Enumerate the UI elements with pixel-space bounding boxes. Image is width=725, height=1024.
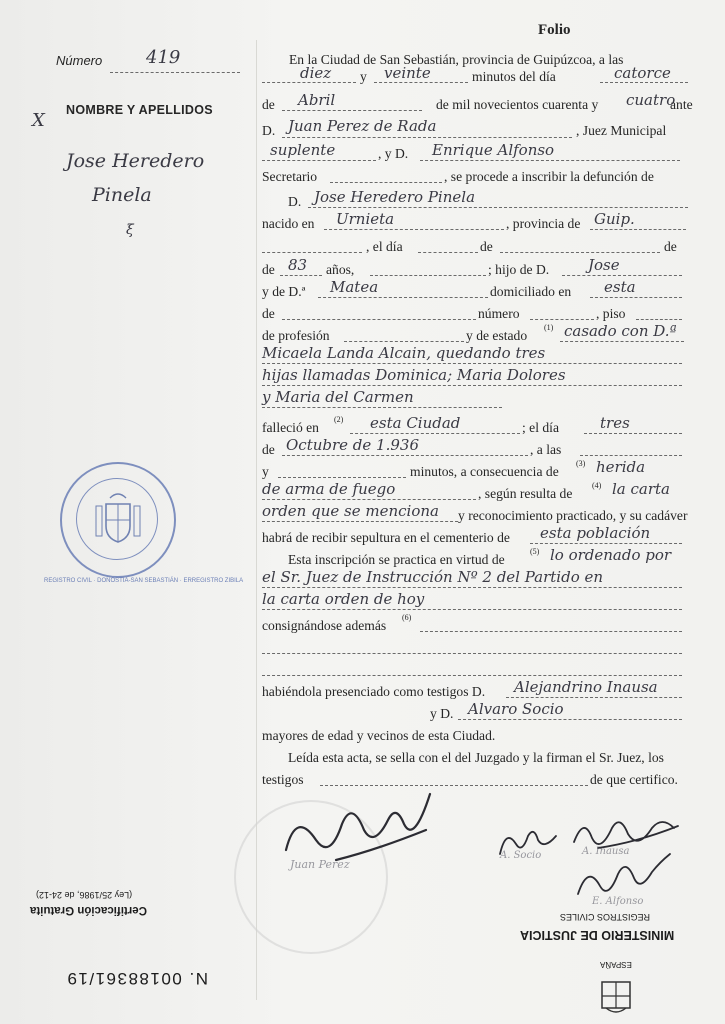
consigna-rule-3 xyxy=(262,675,682,676)
hw-dia-fallecio: tres xyxy=(600,414,630,432)
line12-rule-c xyxy=(636,319,682,320)
hw-padre: Jose xyxy=(588,256,620,274)
form-line-23a: y D. xyxy=(430,706,454,721)
folio-label: Folio xyxy=(538,22,571,38)
form-line-6a: Secretario xyxy=(262,169,318,184)
note-4: (4) xyxy=(592,481,602,490)
form-line-21a: consignándose además xyxy=(262,618,387,633)
note-5: (5) xyxy=(530,547,540,556)
estado-rule-4 xyxy=(262,407,502,408)
line12-rule-b xyxy=(530,319,594,320)
form-line-16a: y xyxy=(262,464,269,479)
line3-rule-a xyxy=(282,110,422,111)
form-line-9a: , el día xyxy=(366,239,403,254)
hw-mes: Abril xyxy=(298,91,336,109)
hw-minutos: veinte xyxy=(384,64,431,82)
cert-gratuita-title: Certificación Gratuita xyxy=(30,904,147,916)
nombre-heading: NOMBRE Y APELLIDOS xyxy=(66,103,213,117)
consigna-rule-1 xyxy=(420,631,682,632)
segun-rule-2 xyxy=(262,521,458,522)
form-line-22a: habiéndola presenciado como testigos D. xyxy=(262,684,486,699)
line14-rule-b xyxy=(584,433,682,434)
testigos-rule xyxy=(320,785,588,786)
form-line-10a: de xyxy=(262,262,275,277)
line2-rule-a xyxy=(262,82,356,83)
hw-suplente: suplente xyxy=(270,141,336,159)
form-line-14b: ; el día xyxy=(522,420,559,435)
form-line-14a: falleció en xyxy=(262,420,319,435)
hw-fecha-fallecio: Octubre de 1.936 xyxy=(286,436,419,454)
signature-testigo-1-text: A. Socio xyxy=(500,850,542,861)
line15-rule-a xyxy=(282,455,528,456)
line10-rule-a xyxy=(280,275,322,276)
hw-causa-2: de arma de fuego xyxy=(262,480,396,498)
nombre-mark: ξ xyxy=(126,222,134,238)
form-line-12b: número xyxy=(478,306,520,321)
line12-rule-a xyxy=(282,319,476,320)
line16-rule-a xyxy=(278,477,406,478)
margin-mark: X xyxy=(32,110,45,131)
form-line-8b: , provincia de xyxy=(506,216,581,231)
ministerio-label: MINISTERIO DE JUSTICIA xyxy=(520,928,675,942)
form-line-17a: , según resulta de xyxy=(478,486,573,501)
form-line-9b: de xyxy=(480,239,493,254)
form-line-10c: ; hijo de D. xyxy=(488,262,550,277)
form-line-4a: D. xyxy=(262,123,276,138)
signature-secretario-text: E. Alfonso xyxy=(592,896,644,907)
form-line-1: En la Ciudad de San Sebastián, provincia de Guipúzcoa, a las xyxy=(289,52,624,67)
hw-virtud-1: lo ordenado por xyxy=(550,546,672,564)
hw-domicilio: esta xyxy=(604,278,636,296)
signature-testigo-2-text: A. Inausa xyxy=(582,846,630,857)
form-line-25a: Leída esta acta, se sella con el del Juzgado y la firman el Sr. Juez, los xyxy=(288,750,664,765)
note-2: (2) xyxy=(334,415,344,424)
line4-rule xyxy=(282,137,572,138)
note-1: (1) xyxy=(544,323,554,332)
nombre-line-2: Pinela xyxy=(92,184,152,206)
note-6: (6) xyxy=(402,613,412,622)
line7-rule xyxy=(308,207,688,208)
form-line-13a: de profesión xyxy=(262,328,330,343)
form-line-3a: de xyxy=(262,97,275,112)
hw-testigo-1: Alejandrino Inausa xyxy=(514,678,658,696)
form-line-5a: , y D. xyxy=(378,146,409,161)
hw-secretario: Enrique Alfonso xyxy=(432,141,555,159)
hw-provincia: Guip. xyxy=(594,210,635,228)
line10-rule-b xyxy=(370,275,486,276)
form-line-15b: , a las xyxy=(530,442,562,457)
form-line-18a: y reconocimiento practicado, y su cadáver xyxy=(458,508,688,523)
hw-estado-1: casado con D.ª xyxy=(564,322,677,340)
form-line-2a: y xyxy=(360,69,367,84)
line9-rule-c xyxy=(500,252,660,253)
line9-rule-b xyxy=(418,252,478,253)
hw-edad: 83 xyxy=(288,256,308,274)
espana-label: ESPAÑA xyxy=(600,960,632,969)
line8-rule-a xyxy=(324,229,504,230)
line14-rule-a xyxy=(350,433,520,434)
coat-of-arms-icon xyxy=(62,464,174,576)
numero-value: 419 xyxy=(146,47,181,68)
hw-testigo-2: Alvaro Socio xyxy=(468,700,564,718)
hw-cementerio: esta población xyxy=(540,524,651,542)
line2-rule-b xyxy=(374,82,468,83)
numero-line xyxy=(110,72,240,73)
testigo2-rule xyxy=(458,719,682,720)
form-line-11b: domiciliado en xyxy=(490,284,572,299)
hw-segun-2: orden que se menciona xyxy=(262,502,439,520)
cert-gratuita-law: (Ley 25/1986, de 24-12) xyxy=(36,890,133,900)
form-line-4b: , Juez Municipal xyxy=(576,123,667,138)
hw-madre: Matea xyxy=(330,278,379,296)
form-line-16b: minutos, a consecuencia de xyxy=(410,464,559,479)
hw-virtud-2: el Sr. Juez de Instrucción Nº 2 del Partido en xyxy=(262,568,604,586)
line6-rule xyxy=(330,182,442,183)
testigo1-rule xyxy=(506,697,682,698)
hw-estado-3: hijas llamadas Dominica; Maria Dolores xyxy=(262,366,566,384)
hw-dia: catorce xyxy=(614,64,671,82)
line19-rule xyxy=(530,543,682,544)
form-line-8a: nacido en xyxy=(262,216,315,231)
registros-label: REGISTROS CIVILES xyxy=(560,912,651,922)
form-line-26a: testigos xyxy=(262,772,304,787)
hw-virtud-3: la carta orden de hoy xyxy=(262,590,425,608)
line8-rule-b xyxy=(590,229,686,230)
form-line-12c: , piso xyxy=(596,306,626,321)
line10-rule-c xyxy=(562,275,682,276)
form-line-3c: ante xyxy=(670,97,693,112)
form-line-10b: años, xyxy=(326,262,355,277)
form-line-13b: y de estado xyxy=(466,328,528,343)
form-line-24a: mayores de edad y vecinos de esta Ciudad. xyxy=(262,728,496,743)
form-line-2b: minutos del día xyxy=(472,69,556,84)
line15-rule-b xyxy=(580,455,682,456)
form-line-12a: de xyxy=(262,306,275,321)
form-line-19a: habrá de recibir sepultura en el cementerio de xyxy=(262,530,510,545)
form-line-26b: de que certifico. xyxy=(590,772,678,787)
numero-label: Número xyxy=(56,53,103,68)
form-line-9c: de xyxy=(664,239,677,254)
causa-rule-2 xyxy=(262,499,476,500)
line2-rule-c xyxy=(600,82,688,83)
line13-rule-b xyxy=(560,341,684,342)
signature-juez-text: Juan Perez xyxy=(290,858,350,871)
form-line-6b: , se procede a inscribir la defunción de xyxy=(444,169,654,184)
serial-number: N. 00188361/19 xyxy=(66,969,208,988)
ministry-emblem-icon xyxy=(596,976,636,1016)
line5-rule-a xyxy=(262,160,376,161)
form-line-7a: D. xyxy=(288,194,302,209)
hw-estado-4: y Maria del Carmen xyxy=(262,388,414,406)
hw-segun-1: la carta xyxy=(612,480,670,498)
consigna-rule-2 xyxy=(262,653,682,654)
virtud-rule-3 xyxy=(262,609,682,610)
line13-rule-a xyxy=(344,341,464,342)
line11-rule-a xyxy=(318,297,488,298)
hw-fallecio: esta Ciudad xyxy=(370,414,461,432)
form-line-15a: de xyxy=(262,442,275,457)
line9-rule-a xyxy=(262,252,362,253)
official-stamp-text: REGISTRO CIVIL · DONOSTIA-SAN SEBASTIÁN · ERREGISTRO ZIBILA xyxy=(44,578,244,584)
hw-difunto: Jose Heredero Pinela xyxy=(314,188,476,206)
note-3: (3) xyxy=(576,459,586,468)
nombre-line-1: Jose Heredero xyxy=(66,150,205,172)
hw-juez: Juan Perez de Rada xyxy=(288,117,437,135)
line5-rule-b xyxy=(420,160,680,161)
hw-anio: cuatro xyxy=(626,91,676,109)
official-stamp xyxy=(60,462,176,578)
hw-nacido: Urnieta xyxy=(336,210,395,228)
virtud-rule-2 xyxy=(262,587,682,588)
estado-rule-3 xyxy=(262,385,682,386)
hw-causa-1: herida xyxy=(596,458,646,476)
hw-estado-2: Micaela Landa Alcain, quedando tres xyxy=(262,344,546,362)
line11-rule-b xyxy=(590,297,682,298)
form-line-20a: Esta inscripción se practica en virtud de xyxy=(288,552,505,567)
form-line-11a: y de D.ª xyxy=(262,284,306,299)
estado-rule-2 xyxy=(262,363,682,364)
hw-hora: diez xyxy=(300,64,332,82)
form-line-3b: de mil novecientos cuarenta y xyxy=(436,97,599,112)
